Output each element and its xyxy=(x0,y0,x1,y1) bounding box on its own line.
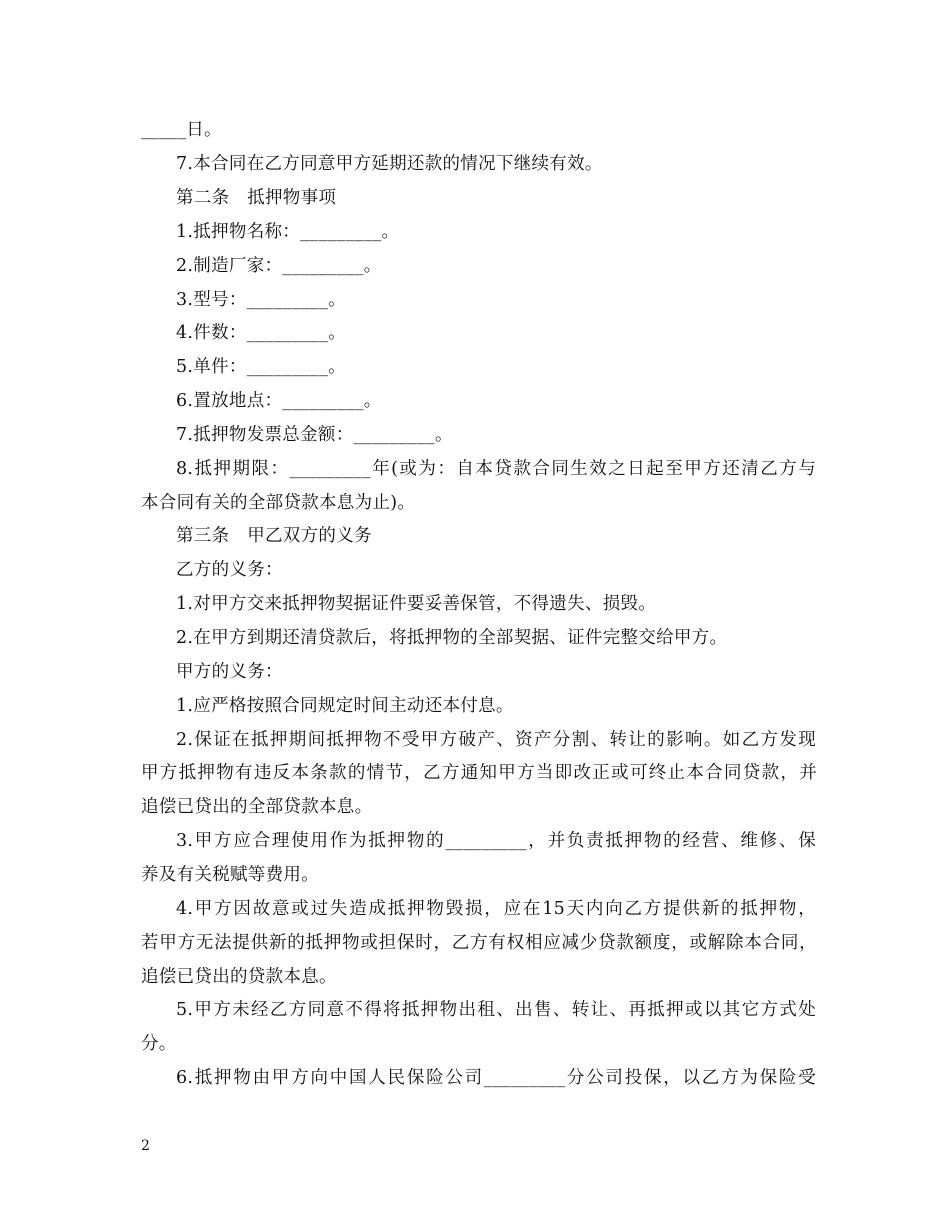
section-heading: 第三条 甲乙双方的义务 xyxy=(176,526,372,546)
text-line: 分。 xyxy=(141,1034,177,1054)
text-line: 追偿已贷出的贷款本息。 xyxy=(141,967,337,987)
text-line: 6.置放地点：_________。 xyxy=(176,391,382,411)
text-line: 若甲方无法提供新的抵押物或担保时，乙方有权相应减少贷款额度，或解除本合同， xyxy=(141,933,817,953)
page-number: 2 xyxy=(141,1138,150,1154)
text-line: 7.本合同在乙方同意甲方延期还款的情况下继续有效。 xyxy=(176,154,603,174)
text-line: 甲方的义务： xyxy=(176,662,283,682)
text-line: 6.抵押物由甲方向中国人民保险公司_________分公司投保，以乙方为保险受 xyxy=(176,1068,816,1088)
text-line: 甲方抵押物有违反本条款的情节，乙方通知甲方当即改正或可终止本合同贷款，并 xyxy=(141,763,817,783)
text-line: 4.甲方因故意或过失造成抵押物毁损，应在15天内向乙方提供新的抵押物， xyxy=(176,899,816,919)
text-line: 1.对甲方交来抵押物契据证件要妥善保管，不得遗失、损毁。 xyxy=(176,594,657,614)
text-line: 本合同有关的全部贷款本息为止)。 xyxy=(141,493,416,513)
text-line: 5.单件：_________。 xyxy=(176,357,346,377)
text-line: 乙方的义务： xyxy=(176,560,283,580)
text-line: _____日。 xyxy=(141,120,222,140)
text-line: 追偿已贷出的全部贷款本息。 xyxy=(141,797,373,817)
text-line: 2.保证在抵押期间抵押物不受甲方破产、资产分割、转让的影响。如乙方发现 xyxy=(176,730,816,750)
text-line: 7.抵押物发票总金额：_________。 xyxy=(176,425,453,445)
text-line: 1.抵押物名称：_________。 xyxy=(176,222,400,242)
section-heading: 第二条 抵押物事项 xyxy=(176,188,337,208)
text-line: 1.应严格按照合同规定时间主动还本付息。 xyxy=(176,696,514,716)
text-line: 2.制造厂家：_________。 xyxy=(176,256,382,276)
text-line: 5.甲方未经乙方同意不得将抵押物出租、出售、转让、再抵押或以其它方式处 xyxy=(176,1000,816,1020)
text-line: 4.件数：_________。 xyxy=(176,323,346,343)
text-line: 3.型号：_________。 xyxy=(176,290,346,310)
text-line: 3.甲方应合理使用作为抵押物的_________，并负责抵押物的经营、维修、保 xyxy=(176,831,816,851)
text-line: 8.抵押期限：_________年(或为：自本贷款合同生效之日起至甲方还清乙方与 xyxy=(176,459,816,479)
text-line: 2.在甲方到期还清贷款后，将抵押物的全部契据、证件完整交给甲方。 xyxy=(176,628,728,648)
text-line: 养及有关税赋等费用。 xyxy=(141,865,319,885)
